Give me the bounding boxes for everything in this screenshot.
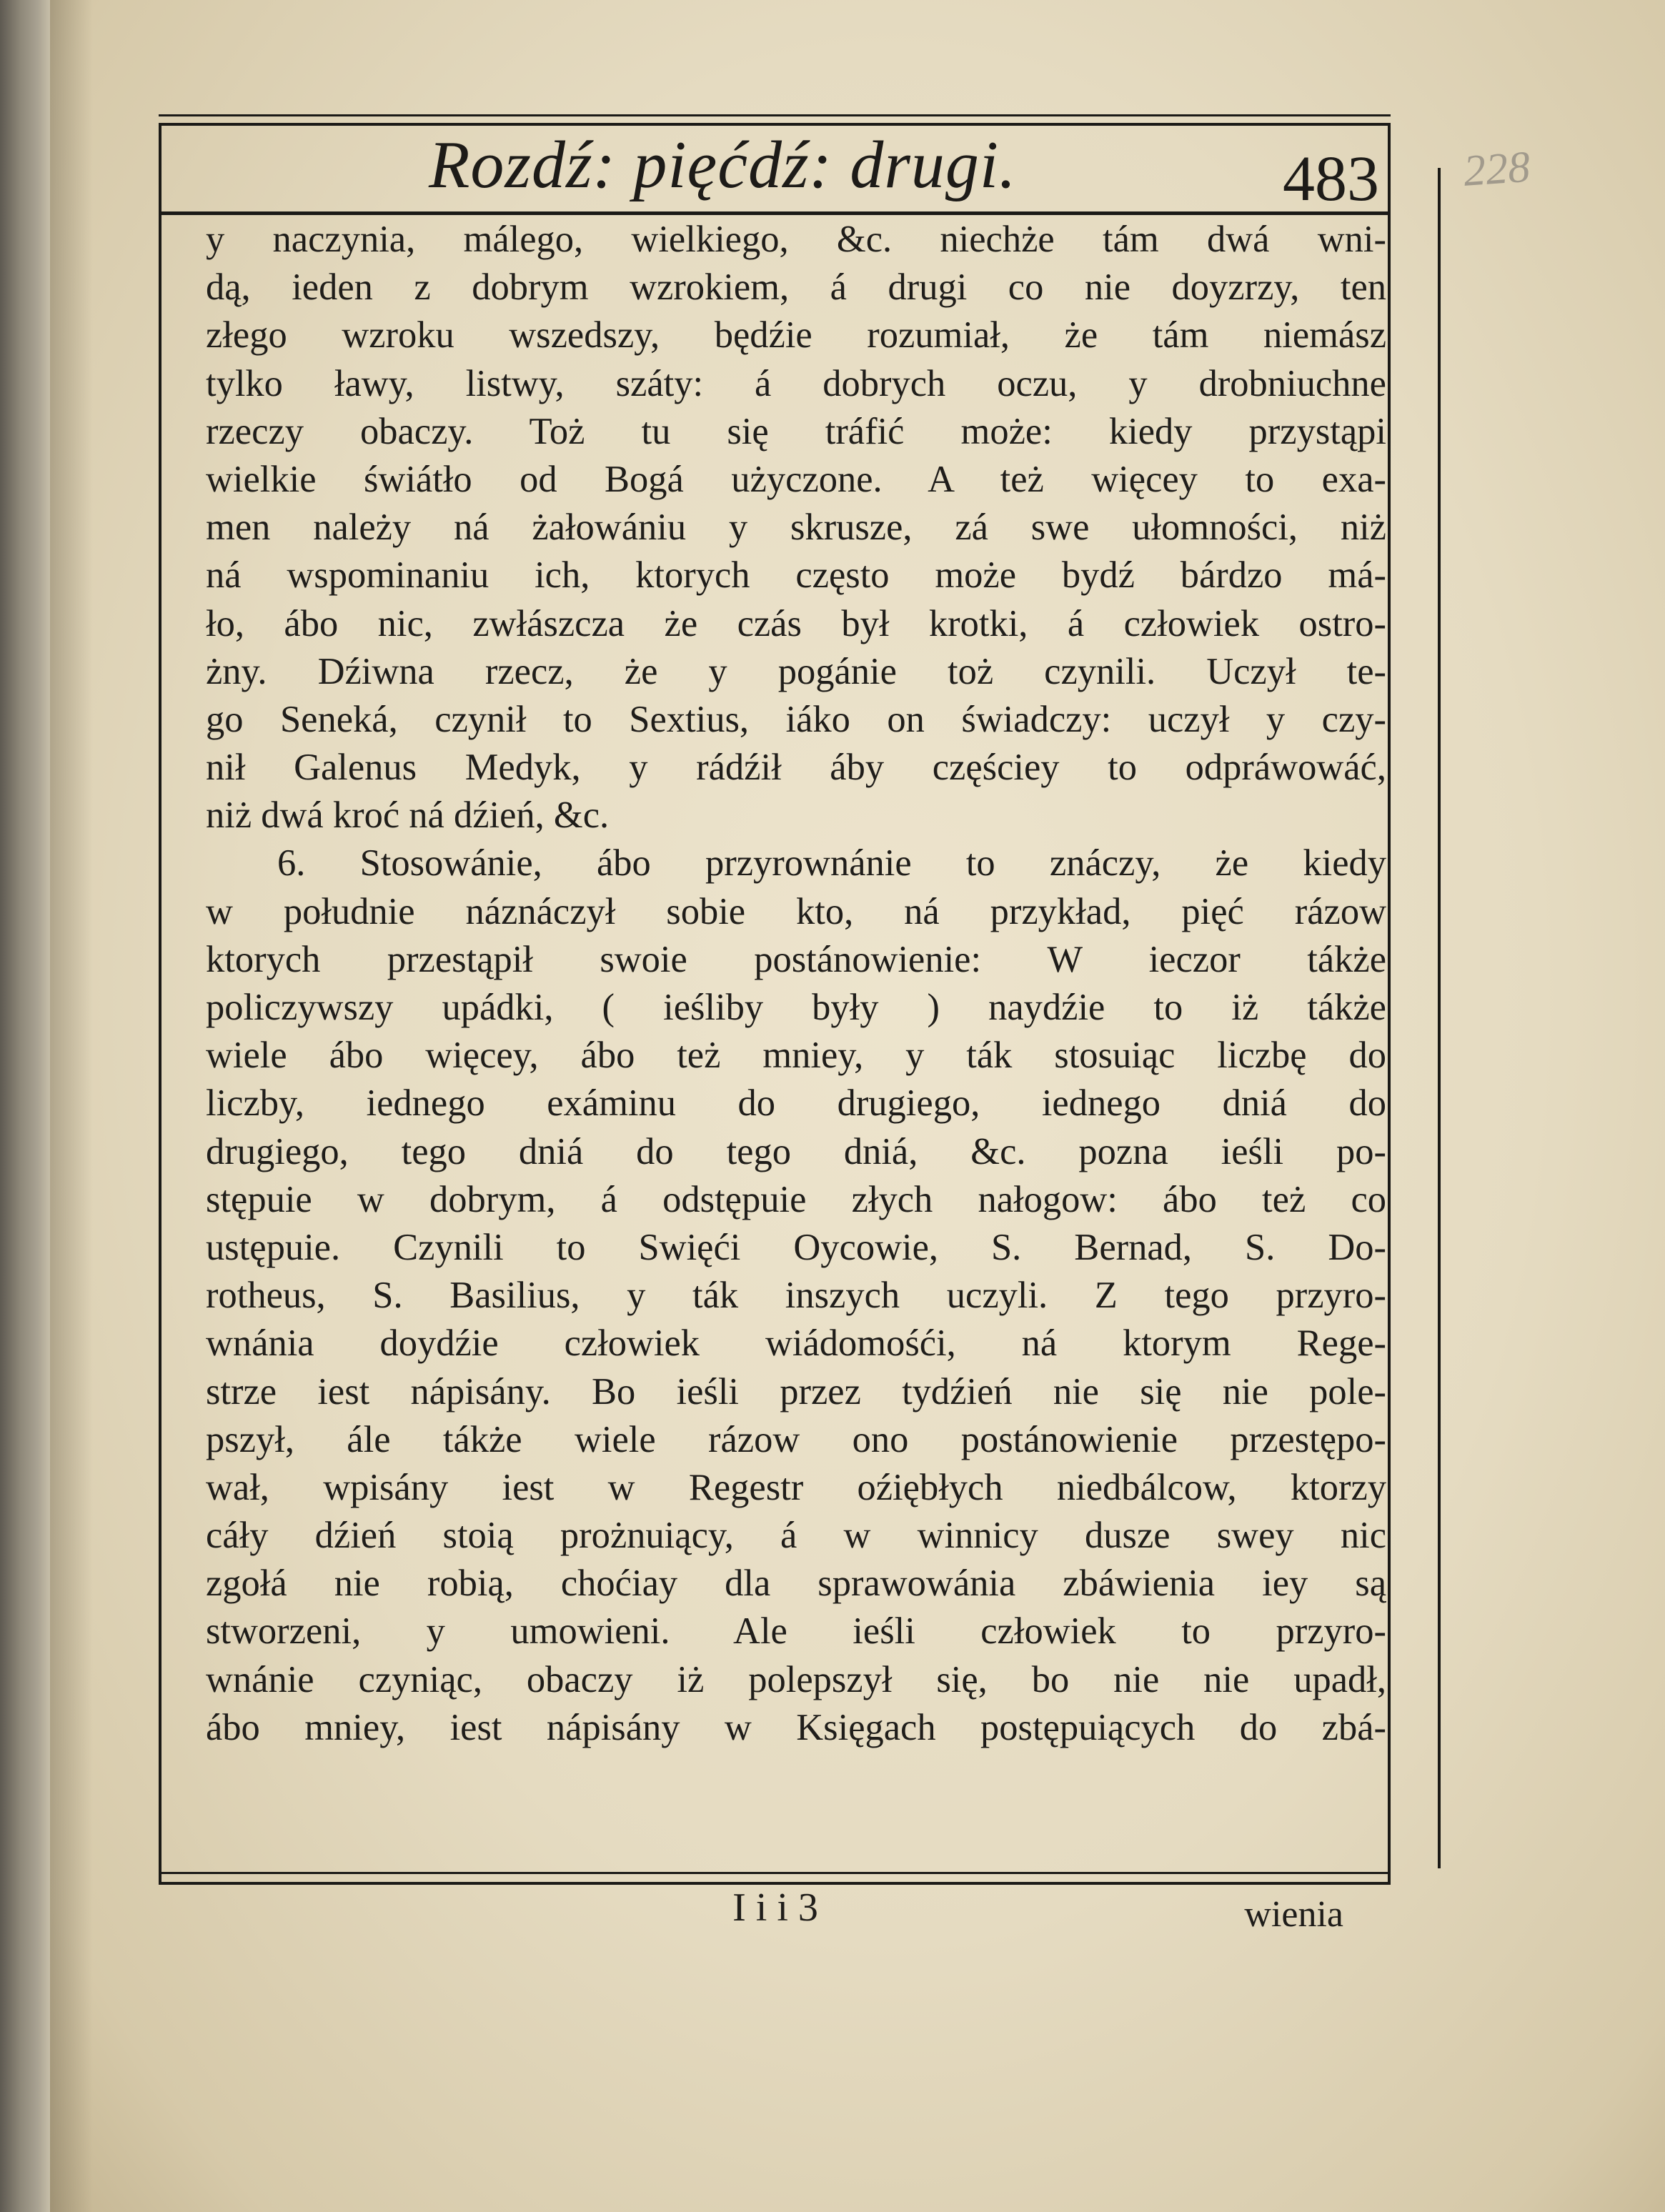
body-text [206,216,1386,1872]
text-line: ło, ábo nic, zwłászcza że czás był krotki, á człowiek ostro- [206,602,1386,644]
text-line: wnánia doydźie człowiek wiádomośći, ná ktorym Rege- [206,1322,1386,1365]
signature-mark: I i i 3 [732,1885,818,1930]
header-rule [159,211,1391,215]
text-line: dą, ieden z dobrym wzrokiem, á drugi co nie doyzrzy, ten [206,266,1386,309]
text-line: cáły dźień stoią prożnuiący, á w winnicy dusze swey nic [206,1515,1386,1557]
text-line: strze iest nápisány. Bo ieśli przez tydźień nie się nie pole- [206,1370,1386,1413]
text-line: wielkie świátło od Bogá użyczone. A też więcey to exa- [206,458,1386,500]
text-line: wiele ábo więcey, ábo też mniey, y ták stosuiąc liczbę do [206,1035,1386,1077]
text-line: nił Galenus Medyk, y rádźił áby częściey to odpráwowáć, [206,747,1386,789]
text-line: rzeczy obaczy. Toż tu się tráfić może: kiedy przystąpi [206,410,1386,452]
text-line: policzywszy upádki, ( ieśliby były ) naydźie to iż tákże [206,987,1386,1028]
outer-margin-rule [1438,168,1441,1868]
text-line: w południe náznáczył sobie kto, ná przykład, pięć rázow [206,890,1386,932]
text-line: ábo mniey, iest nápisány w Księgach postępuiących do zbá- [206,1706,1386,1748]
text-line: rotheus, S. Basilius, y ták inszych uczyli. Z tego przyro- [206,1275,1386,1317]
text-line: 6. Stosowánie, ábo przyrownánie to znáczy, że kiedy [277,842,1386,885]
handwritten-folio-note: 228 [1461,142,1532,196]
text-line: y naczynia, málego, wielkiego, &c. niechże tám dwá wni- [206,219,1386,260]
text-line: tylko ławy, listwy, száty: á dobrych oczu, y drobniuchne [206,362,1386,404]
book-spine-shadow [0,0,50,2212]
text-line: stworzeni, y umowieni. Ale ieśli człowiek to przyro- [206,1610,1386,1653]
text-line: niż dwá kroć ná dźień, &c. [206,794,610,837]
text-line: ustępuie. Czynili to Swięći Oycowie, S. Bernad, S. Do- [206,1226,1386,1268]
text-line: men należy ná żałowániu y skrusze, zá swe ułomności, niż [206,507,1386,549]
text-line: stępuie w dobrym, á odstępuie złych nałogow: ábo też co [206,1178,1386,1220]
running-title: Rozdź: pięćdź: drugi. [429,128,1017,202]
text-line: drugiego, tego dniá do tego dniá, &c. pozna ieśli po- [206,1130,1386,1172]
text-line: żny. Dźiwna rzecz, że y pogánie toż czynili. Uczył te- [206,650,1386,692]
text-line: ktorych przestąpił swoie postánowienie: W ieczor tákże [206,938,1386,980]
text-line: wnánie czyniąc, obaczy iż polepszył się, bo nie nie upadł, [206,1658,1386,1700]
text-line: zgołá nie robią, choćiay dla sprawowánia zbáwienia iey są [206,1563,1386,1605]
footer-rule [159,1872,1391,1874]
text-line: ná wspominaniu ich, ktorych często może bydź bárdzo má- [206,554,1386,597]
catchword: wienia [1244,1894,1343,1935]
text-line: liczby, iednego exáminu do drugiego, iednego dniá do [206,1082,1386,1125]
text-line: pszył, ále tákże wiele rázow ono postánowienie przestępo- [206,1418,1386,1460]
text-line: wał, wpisány iest w Regestr oźiębłych niedbálcow, ktorzy [206,1466,1386,1508]
frame-top-rule [159,114,1391,116]
text-line: złego wzroku wszedszy, będźie rozumiał, że tám niemász [206,314,1386,357]
page-number: 483 [1283,144,1379,214]
text-line: go Seneká, czynił to Sextius, iáko on świadczy: uczył y czy- [206,698,1386,740]
